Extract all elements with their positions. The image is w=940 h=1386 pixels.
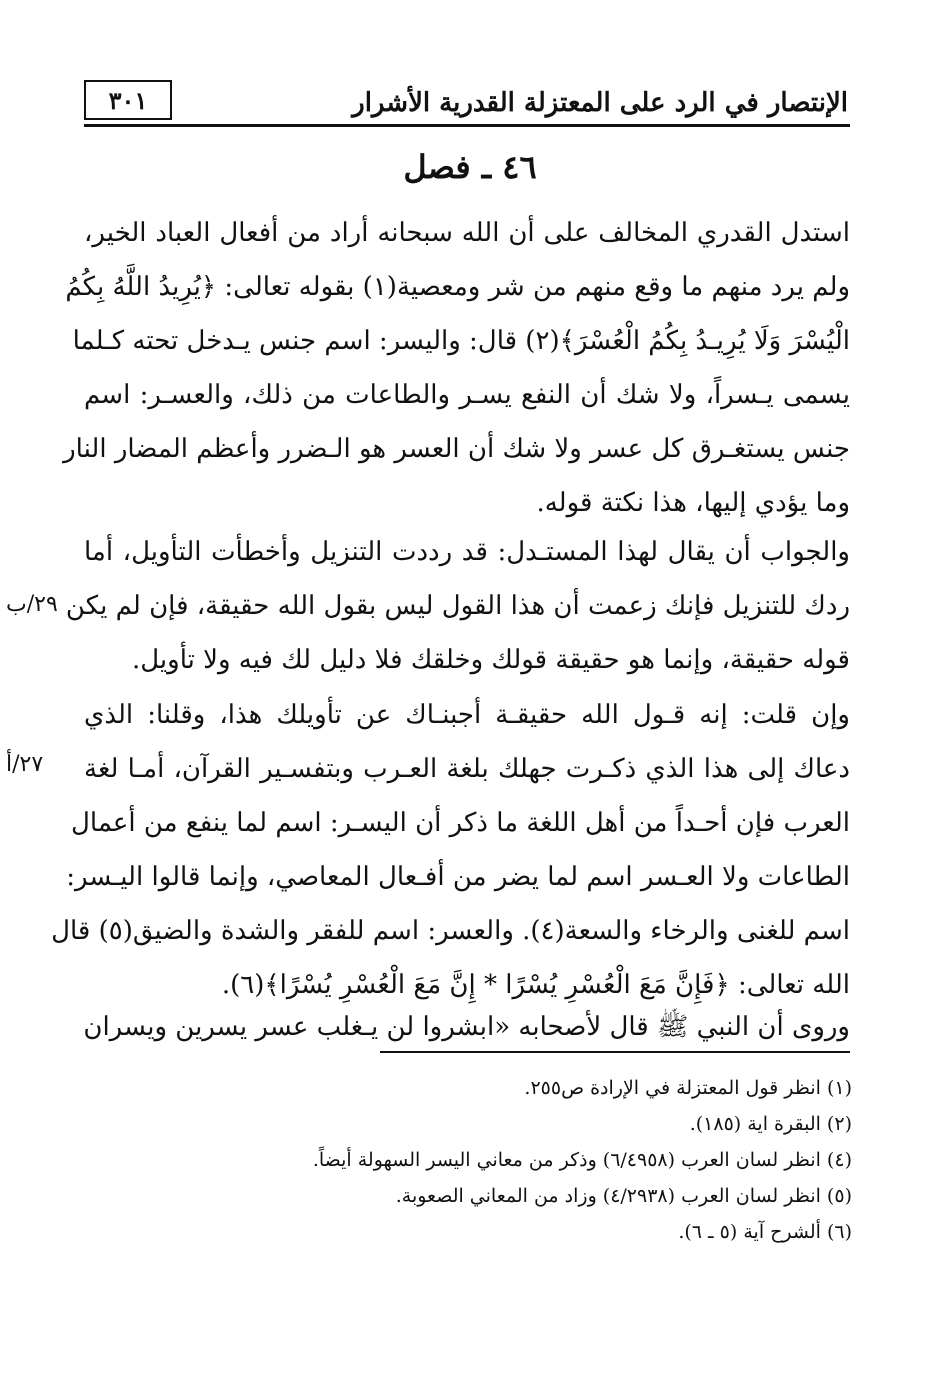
footnote: (٤) انظر لسان العرب (٦/٤٩٥٨) وذكر من معاني اليسر السهولة أيضاً. bbox=[312, 1149, 852, 1171]
text-line: الْيُسْرَ وَلَا يُرِيـدُ بِكُمُ الْعُسْرَ﴾(٢) قال: واليسر: اسم جنس يـدخل تحته كـلما bbox=[72, 326, 850, 356]
text-line: استدل القدري المخالف على أن الله سبحانه أراد من أفعال العباد الخير، bbox=[84, 218, 850, 248]
running-header-title: الإنتصار في الرد على المعتزلة القدرية الأشرار bbox=[352, 88, 848, 118]
text-line: والجواب أن يقال لهذا المستـدل: قد رددت التنزيل وأخطأت التأويل، أما bbox=[84, 537, 850, 567]
footnotes bbox=[313, 1070, 852, 1250]
text-line: اسم للغنى والرخاء والسعة(٤). والعسر: اسم للفقر والشدة والضيق(٥) قال bbox=[51, 916, 850, 946]
paragraph-2 bbox=[65, 525, 850, 687]
text-line: وما يؤدي إليها، هذا نكتة قوله. bbox=[536, 488, 850, 518]
paragraph-3 bbox=[51, 688, 850, 1012]
text-line: الطاعات ولا العـسر اسم لما يضر من أفـعال المعاصي، وإنما قالوا اليـسر: bbox=[66, 862, 850, 892]
footnote-separator bbox=[380, 1051, 850, 1053]
page-number: ٣٠١ bbox=[108, 85, 148, 115]
text-line: ولم يرد منهم ما وقع منهم من شر ومعصية(١) بقوله تعالى: ﴿يُرِيدُ اللَّهُ بِكُمُ bbox=[65, 272, 850, 302]
text-line: ردك للتنزيل فإنك زعمت أن هذا القول ليس بقول الله حقيقة، فإن لم يكن bbox=[65, 591, 850, 621]
section-title: ٤٦ ـ فصل bbox=[403, 148, 537, 186]
footnote: (٥) انظر لسان العرب (٤/٢٩٣٨) وزاد من المعاني الصعوبة. bbox=[395, 1185, 852, 1207]
header-rule bbox=[84, 124, 850, 127]
text-line: وإن قلت: إنه قـول الله حقيقـة أجبنـاك عن تأويلك هذا، وقلنا: الذي bbox=[84, 700, 850, 730]
margin-note-folio: ٢٩/ب bbox=[6, 592, 58, 617]
footnote: (٦) ألشرح آية (٥ ـ ٦). bbox=[678, 1221, 852, 1243]
page-number-box bbox=[84, 80, 172, 120]
text-line: دعاك إلى هذا الذي ذكـرت جهلك بلغة العـرب وبتفسـير القرآن، أمـا لغة bbox=[84, 754, 850, 784]
text-line: وروى أن النبي ﷺ قال لأصحابه «ابشروا لن يـغلب عسر يسرين ويسران bbox=[83, 1012, 850, 1042]
text-line: قوله حقيقة، وإنما هو حقيقة قولك وخلقك فلا دليل لك فيه ولا تأويل. bbox=[131, 645, 850, 675]
text-line: جنس يستغـرق كل عسر ولا شك أن العسر هو الـضرر وأعظم المضار النار bbox=[63, 434, 850, 464]
footnote: (١) انظر قول المعتزلة في الإرادة ص٢٥٥. bbox=[524, 1077, 852, 1099]
text-line: العرب فإن أحـداً من أهل اللغة ما ذكر أن اليسـر: اسم لما ينفع من أعمال bbox=[71, 808, 850, 838]
footnote: (٢) البقرة اية (١٨٥). bbox=[689, 1113, 852, 1135]
paragraph-1 bbox=[63, 206, 850, 530]
text-line: الله تعالى: ﴿فَإِنَّ مَعَ الْعُسْرِ يُسْرًا * إِنَّ مَعَ الْعُسْرِ يُسْرًا﴾(٦). bbox=[221, 970, 850, 1000]
text-line: يسمى يـسراً، ولا شك أن النفع يسـر والطاعات من ذلك، والعسـر: اسم bbox=[84, 380, 850, 410]
paragraph-4 bbox=[84, 1000, 850, 1054]
margin-note-folio: ٢٧/أ bbox=[6, 752, 44, 777]
